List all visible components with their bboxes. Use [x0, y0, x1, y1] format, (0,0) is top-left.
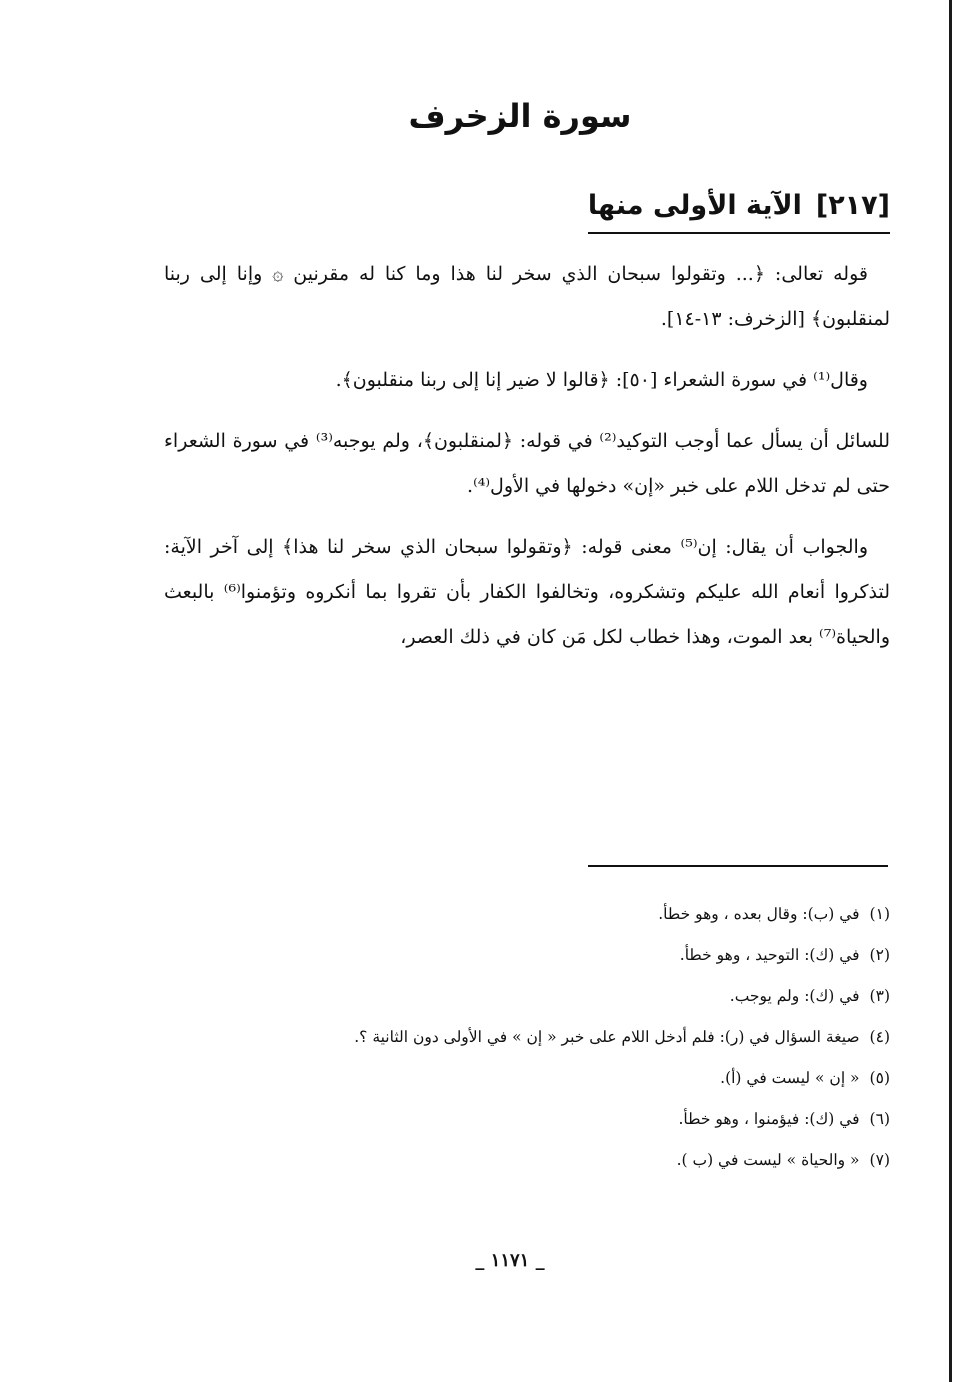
footnote-7 — [164, 1140, 890, 1181]
footnote-3 — [164, 976, 890, 1017]
footnote-text: صيغة السؤال في (ر): فلم أدخل اللام على خبر « إن » في الأولى دون الثانية ؟. — [354, 1028, 860, 1046]
footnotes-list — [164, 894, 890, 1181]
footnote-number: (٥) — [869, 1069, 890, 1087]
footnote-number: (٣) — [869, 987, 890, 1005]
page-edge — [949, 0, 952, 1382]
paragraph-4: والجواب أن يقال: إن⁽⁵⁾ معنى قوله: ﴿وتقولوا سبحان الذي سخر لنا هذا﴾ إلى آخر الآية: لتذكروا أنعام الله عليكم وتشكروه، وتخالفوا الكفار بأن تقروا بما أنكروه وتؤمنوا⁽⁶⁾ بالبعث والحياة⁽⁷⁾ بعد الموت، وهذا خطاب لكل مَن كان في ذلك العصر، — [164, 536, 890, 648]
footnote-number: (١) — [869, 905, 890, 923]
paragraph-2: وقال⁽¹⁾ في سورة الشعراء [٥٠]: ﴿قالوا لا ضير إنا إلى ربنا منقلبون﴾. — [335, 369, 868, 391]
footnote-number: (٧) — [869, 1151, 890, 1169]
footnote-number: (٦) — [869, 1110, 890, 1128]
footnote-text: « والحياة » ليست في (ب ). — [676, 1151, 860, 1169]
footnote-separator — [588, 865, 888, 867]
section-heading — [588, 184, 890, 234]
footnote-5 — [164, 1058, 890, 1099]
footnote-text: في (ب): وقال بعده ، وهو خطأ. — [658, 905, 860, 923]
footnote-text: في (ك): التوحيد ، وهو خطأ. — [679, 946, 860, 964]
section-number: [٢١٧] — [815, 190, 890, 221]
footnote-6 — [164, 1099, 890, 1140]
page-number: _ ١١٧١ _ — [475, 1250, 545, 1271]
surah-title: سورة الزخرف — [408, 97, 632, 135]
footnote-number: (٢) — [869, 946, 890, 964]
section-title: الآية الأولى منها — [587, 190, 802, 221]
footnote-number: (٤) — [869, 1028, 890, 1046]
footnote-text: في (ك): ولم يوجب. — [729, 987, 860, 1005]
footnote-4 — [164, 1017, 890, 1058]
footnote-text: في (ك): فيؤمنوا ، وهو خطأ. — [678, 1110, 860, 1128]
body-text — [164, 252, 890, 660]
footnote-1 — [164, 894, 890, 935]
paragraph-3: للسائل أن يسأل عما أوجب التوكيد⁽²⁾ في قوله: ﴿لمنقلبون﴾، ولم يوجبه⁽³⁾ في سورة الشعراء حتى لم تدخل اللام على خبر «إن» دخولها في الأول⁽⁴⁾. — [164, 430, 890, 497]
footnote-2 — [164, 935, 890, 976]
paragraph-1: قوله تعالى: ﴿... وتقولوا سبحان الذي سخر لنا هذا وما كنا له مقرنين ۞ وإنا إلى ربنا لمنقلبون﴾ [الزخرف: ١٣-١٤]. — [164, 263, 890, 330]
footnote-text: « إن » ليست في (أ). — [720, 1069, 860, 1087]
